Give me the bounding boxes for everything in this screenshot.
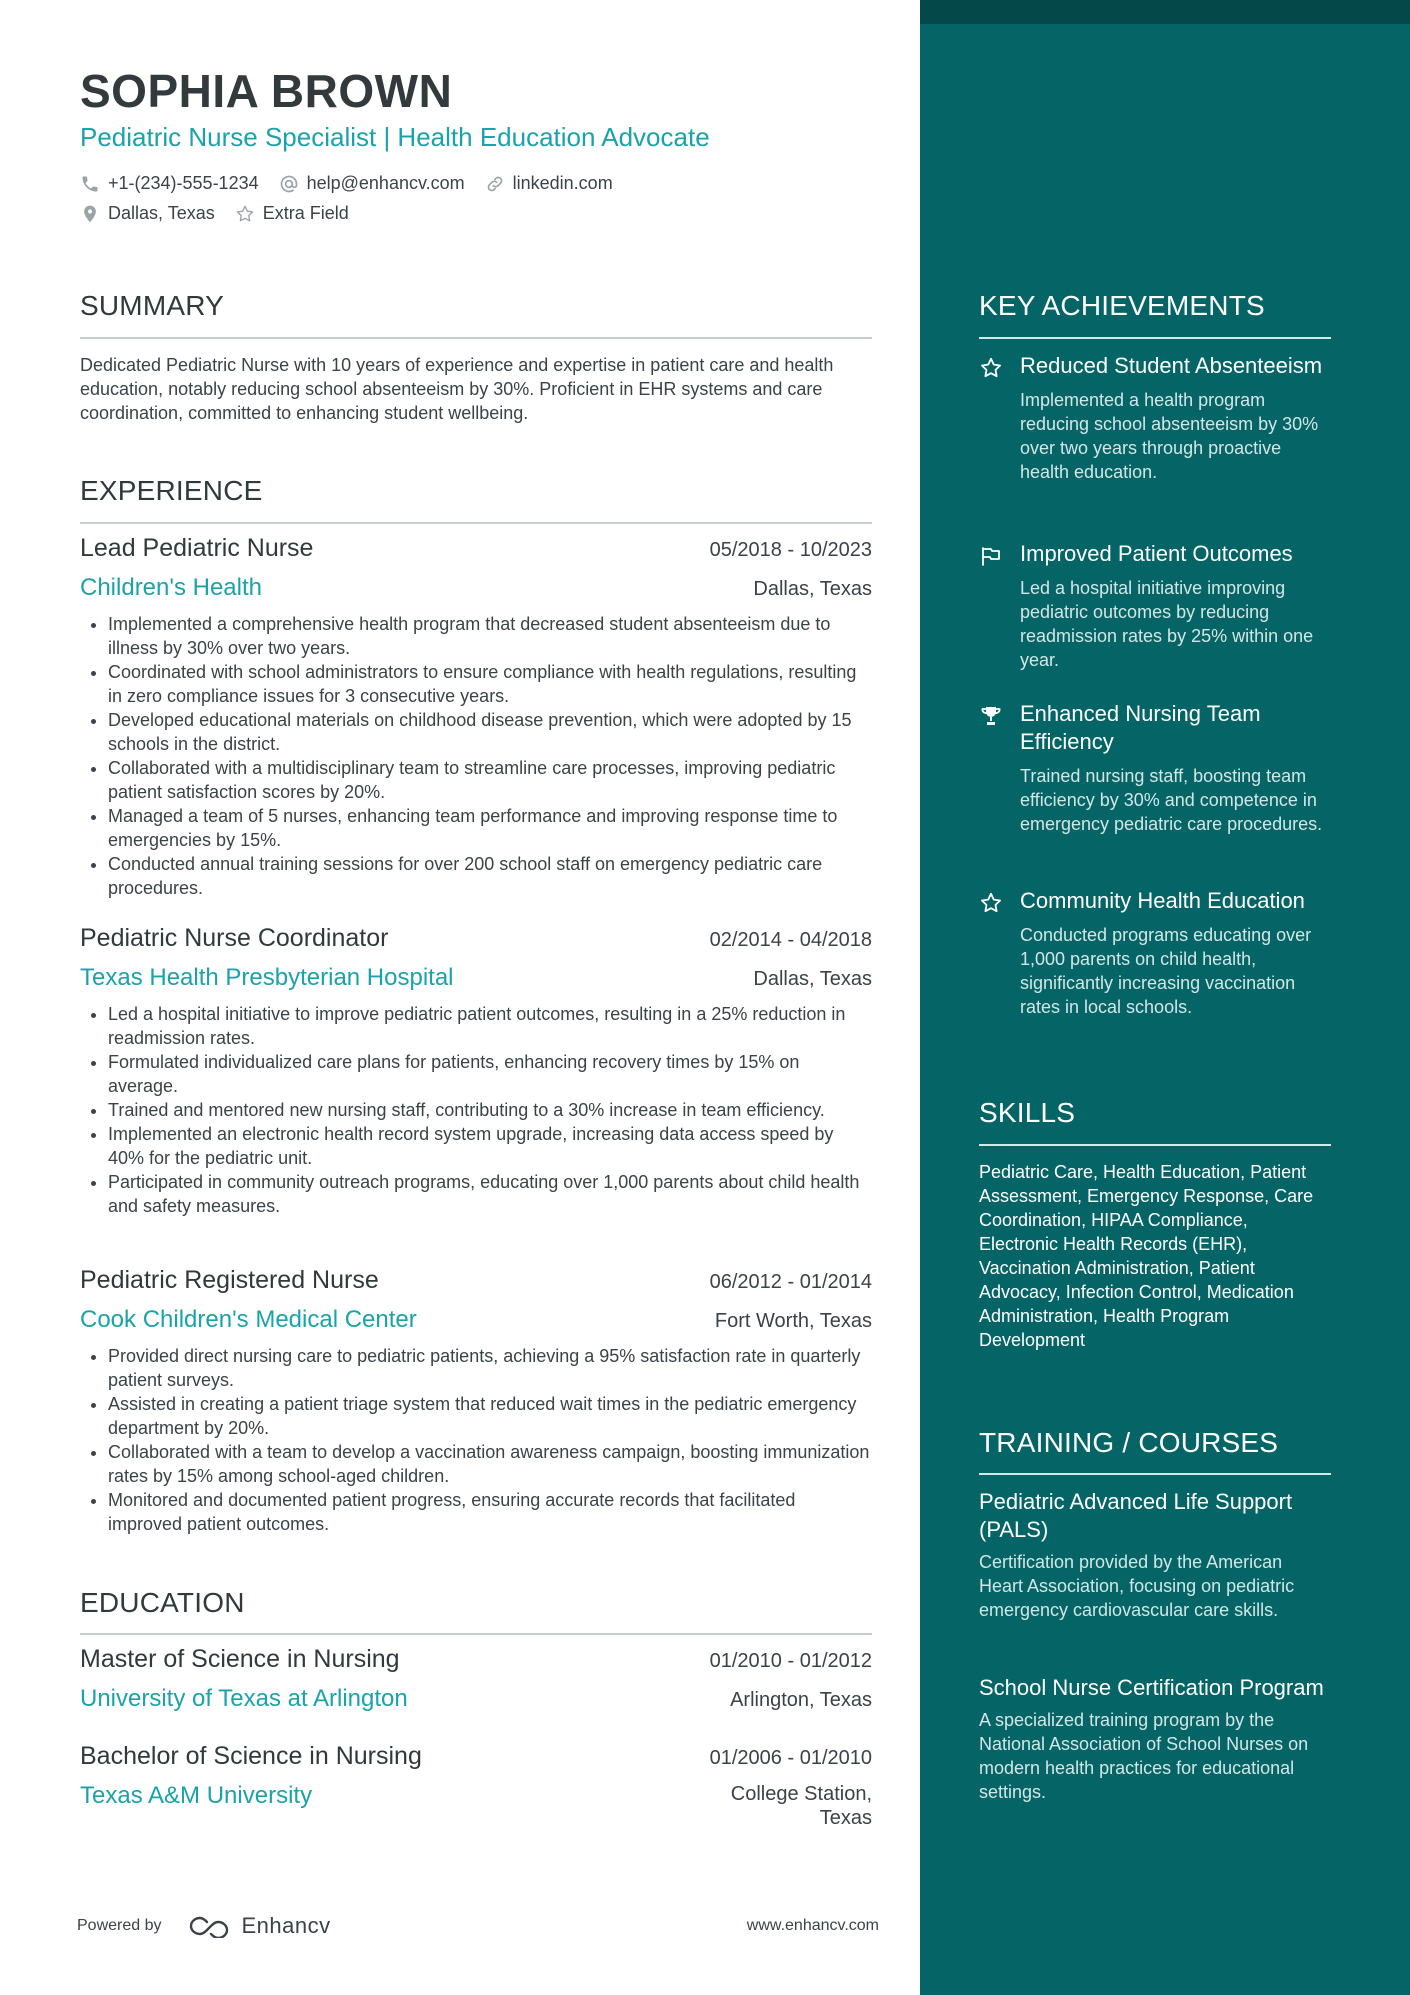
job-dates: 02/2014 - 04/2018 bbox=[709, 929, 872, 951]
education-header bbox=[80, 1645, 872, 1685]
education-divider bbox=[80, 1633, 872, 1635]
education-dates: 01/2006 - 01/2010 bbox=[709, 1747, 872, 1769]
job-location: Dallas, Texas bbox=[753, 578, 872, 600]
contact-phone bbox=[80, 173, 259, 194]
achievement-desc: Trained nursing staff, boosting team efficiency by 30% and competence in emergency pediatric care procedures. bbox=[1020, 766, 1323, 834]
contact-location bbox=[80, 203, 215, 224]
achievement-desc: Implemented a health program reducing school absenteeism by 30% over two years through proactive health education. bbox=[1020, 390, 1319, 482]
achievement-title: Reduced Student Absenteeism bbox=[1020, 353, 1323, 378]
job-header bbox=[80, 1266, 872, 1306]
job-bullet: • Managed a team of 5 nurses, enhancing team performance and improving response time to emergencies by 15%. bbox=[108, 804, 872, 852]
job-bullet: • Collaborated with a multidisciplinary team to streamline care processes, improving pediatric patient satisfaction scores by 20%. bbox=[108, 756, 872, 804]
sidebar-top-bar bbox=[920, 0, 1410, 24]
education-dates: 01/2010 - 01/2012 bbox=[709, 1650, 872, 1672]
job-bullet: • Implemented an electronic health record system upgrade, increasing data access speed by 40% for the pediatric unit. bbox=[108, 1122, 872, 1170]
job-title: Lead Pediatric Nurse bbox=[80, 534, 314, 562]
summary-divider bbox=[80, 337, 872, 339]
achievement-item bbox=[979, 700, 1331, 836]
job-company: Cook Children's Medical Center bbox=[80, 1306, 417, 1333]
phone-text: +1-(234)-555-1234 bbox=[108, 173, 259, 193]
contact-website[interactable] bbox=[485, 173, 613, 194]
experience-item bbox=[80, 1266, 872, 1536]
email-text[interactable]: help@enhancv.com bbox=[306, 173, 465, 193]
achievement-item bbox=[979, 887, 1331, 1019]
education-subheader bbox=[80, 1782, 872, 1829]
footer-url[interactable]: www.enhancv.com bbox=[746, 1917, 879, 1934]
candidate-name: SOPHIA BROWN bbox=[80, 65, 453, 117]
job-bullets bbox=[80, 1344, 872, 1536]
achievements-divider bbox=[979, 337, 1331, 339]
experience-divider bbox=[80, 522, 872, 524]
job-bullet: • Assisted in creating a patient triage system that reduced wait times in the pediatric emergency department by 20%. bbox=[108, 1392, 872, 1440]
contact-row-secondary bbox=[80, 203, 349, 224]
achievement-title: Community Health Education bbox=[1020, 888, 1305, 913]
trophy-icon bbox=[979, 704, 1003, 728]
enhancv-logo-icon bbox=[186, 1914, 232, 1938]
education-degree: Master of Science in Nursing bbox=[80, 1645, 400, 1673]
job-bullet: • Developed educational materials on childhood disease prevention, which were adopted by 15 schools in the district. bbox=[108, 708, 872, 756]
job-title: Pediatric Registered Nurse bbox=[80, 1266, 379, 1294]
powered-by-label: Powered by bbox=[77, 1917, 162, 1934]
achievement-item bbox=[979, 352, 1331, 484]
footer bbox=[77, 1913, 879, 1939]
star-icon bbox=[979, 891, 1003, 915]
experience-item bbox=[80, 924, 872, 1218]
job-dates: 05/2018 - 10/2023 bbox=[709, 539, 872, 561]
course-desc: A specialized training program by the National Association of School Nurses on modern health practices for educational settings. bbox=[979, 1710, 1309, 1802]
achievements-title: KEY ACHIEVEMENTS bbox=[979, 290, 1265, 321]
job-location: Fort Worth, Texas bbox=[714, 1310, 872, 1332]
at-icon bbox=[279, 174, 299, 194]
location-pin-icon bbox=[80, 204, 100, 224]
job-bullet: • Collaborated with a team to develop a vaccination awareness campaign, boosting immunization rates by 15% among school-aged children. bbox=[108, 1440, 872, 1488]
education-item bbox=[80, 1742, 872, 1829]
brand[interactable] bbox=[186, 1913, 331, 1939]
job-bullet: • Monitored and documented patient progress, ensuring accurate records that facilitated improved patient outcomes. bbox=[108, 1488, 872, 1536]
course-title: School Nurse Certification Program bbox=[979, 1675, 1324, 1700]
job-bullet: • Provided direct nursing care to pediatric patients, achieving a 95% satisfaction rate in quarterly patient surveys. bbox=[108, 1344, 872, 1392]
education-location: Arlington, Texas bbox=[730, 1689, 872, 1711]
job-bullet: • Coordinated with school administrators to ensure compliance with health regulations, resulting in zero compliance issues for 3 consecutive years. bbox=[108, 660, 872, 708]
contact-email[interactable] bbox=[279, 173, 465, 194]
location-text: Dallas, Texas bbox=[108, 203, 215, 223]
job-header bbox=[80, 534, 872, 574]
job-subheader bbox=[80, 574, 872, 612]
link-icon bbox=[485, 174, 505, 194]
education-school: Texas A&M University bbox=[80, 1782, 313, 1809]
education-location-line: Texas bbox=[819, 1807, 872, 1829]
course-item bbox=[979, 1488, 1331, 1622]
contact-row-primary bbox=[80, 173, 613, 194]
summary-title: SUMMARY bbox=[80, 290, 225, 321]
job-subheader bbox=[80, 964, 872, 1002]
training-divider bbox=[979, 1473, 1331, 1475]
job-bullet: • Led a hospital initiative to improve pediatric patient outcomes, resulting in a 25% reduction in readmission rates. bbox=[108, 1002, 872, 1050]
job-location: Dallas, Texas bbox=[753, 968, 872, 990]
job-header bbox=[80, 924, 872, 964]
training-title: TRAINING / COURSES bbox=[979, 1427, 1279, 1458]
extra-text: Extra Field bbox=[262, 203, 349, 223]
job-company: Texas Health Presbyterian Hospital bbox=[80, 964, 454, 991]
job-bullet: • Formulated individualized care plans for patients, enhancing recovery times by 15% on average. bbox=[108, 1050, 872, 1098]
sidebar bbox=[920, 0, 1410, 1995]
course-title: Pediatric Advanced Life Support (PALS) bbox=[979, 1489, 1293, 1542]
experience-title: EXPERIENCE bbox=[80, 475, 263, 506]
candidate-headline: Pediatric Nurse Specialist | Health Education Advocate bbox=[80, 122, 710, 152]
course-desc: Certification provided by the American Heart Association, focusing on pediatric emergency cardiovascular care skills. bbox=[979, 1552, 1295, 1620]
job-bullets bbox=[80, 1002, 872, 1218]
achievement-title: Improved Patient Outcomes bbox=[1020, 541, 1293, 566]
education-degree: Bachelor of Science in Nursing bbox=[80, 1742, 422, 1770]
education-item bbox=[80, 1645, 872, 1723]
powered-by bbox=[77, 1913, 331, 1939]
job-subheader bbox=[80, 1306, 872, 1344]
achievement-title: Enhanced Nursing Team Efficiency bbox=[1020, 701, 1261, 754]
skills-divider bbox=[979, 1144, 1331, 1146]
brand-name: Enhancv bbox=[241, 1913, 331, 1938]
education-title: EDUCATION bbox=[80, 1587, 245, 1618]
education-header bbox=[80, 1742, 872, 1782]
achievement-item bbox=[979, 540, 1331, 672]
job-dates: 06/2012 - 01/2014 bbox=[709, 1271, 872, 1293]
skills-text: Pediatric Care, Health Education, Patient Assessment, Emergency Response, Care Coordination, HIPAA Compliance, Electronic Health Records (EHR), Vaccination Administration, Patient Advocacy, Infection Control, Medication Administration, Health Program Development bbox=[979, 1162, 1314, 1350]
education-subheader bbox=[80, 1685, 872, 1723]
contact-extra bbox=[235, 203, 349, 224]
achievement-desc: Led a hospital initiative improving pediatric outcomes by reducing readmission rates by 25% within one year. bbox=[1020, 578, 1314, 670]
job-company: Children's Health bbox=[80, 574, 263, 601]
skills-title: SKILLS bbox=[979, 1097, 1076, 1128]
job-bullet: • Participated in community outreach programs, educating over 1,000 parents about child health and safety measures. bbox=[108, 1170, 872, 1218]
star-outline-icon bbox=[235, 204, 255, 224]
job-title: Pediatric Nurse Coordinator bbox=[80, 924, 389, 952]
star-icon bbox=[979, 356, 1003, 380]
flag-icon bbox=[979, 544, 1003, 568]
course-item bbox=[979, 1674, 1331, 1804]
achievement-desc: Conducted programs educating over 1,000 parents on child health, significantly increasing vaccination rates in local schools. bbox=[1020, 925, 1312, 1017]
education-location-line: College Station, bbox=[730, 1783, 872, 1805]
job-bullet: • Implemented a comprehensive health program that decreased student absenteeism due to illness by 30% over two years. bbox=[108, 612, 872, 660]
education-school: University of Texas at Arlington bbox=[80, 1685, 408, 1712]
summary-text: Dedicated Pediatric Nurse with 10 years of experience and expertise in patient care and health education, notably reducing school absenteeism by 30%. Proficient in EHR systems and care coordination, committed to enhancing student wellbeing. bbox=[80, 355, 834, 423]
job-bullet: • Conducted annual training sessions for over 200 school staff on emergency pediatric care procedures. bbox=[108, 852, 872, 900]
website-text[interactable]: linkedin.com bbox=[512, 173, 613, 193]
job-bullets bbox=[80, 612, 872, 900]
education-location bbox=[731, 1782, 872, 1830]
experience-item bbox=[80, 534, 872, 900]
job-bullet: • Trained and mentored new nursing staff, contributing to a 30% increase in team efficiency. bbox=[108, 1098, 872, 1122]
phone-icon bbox=[80, 174, 100, 194]
